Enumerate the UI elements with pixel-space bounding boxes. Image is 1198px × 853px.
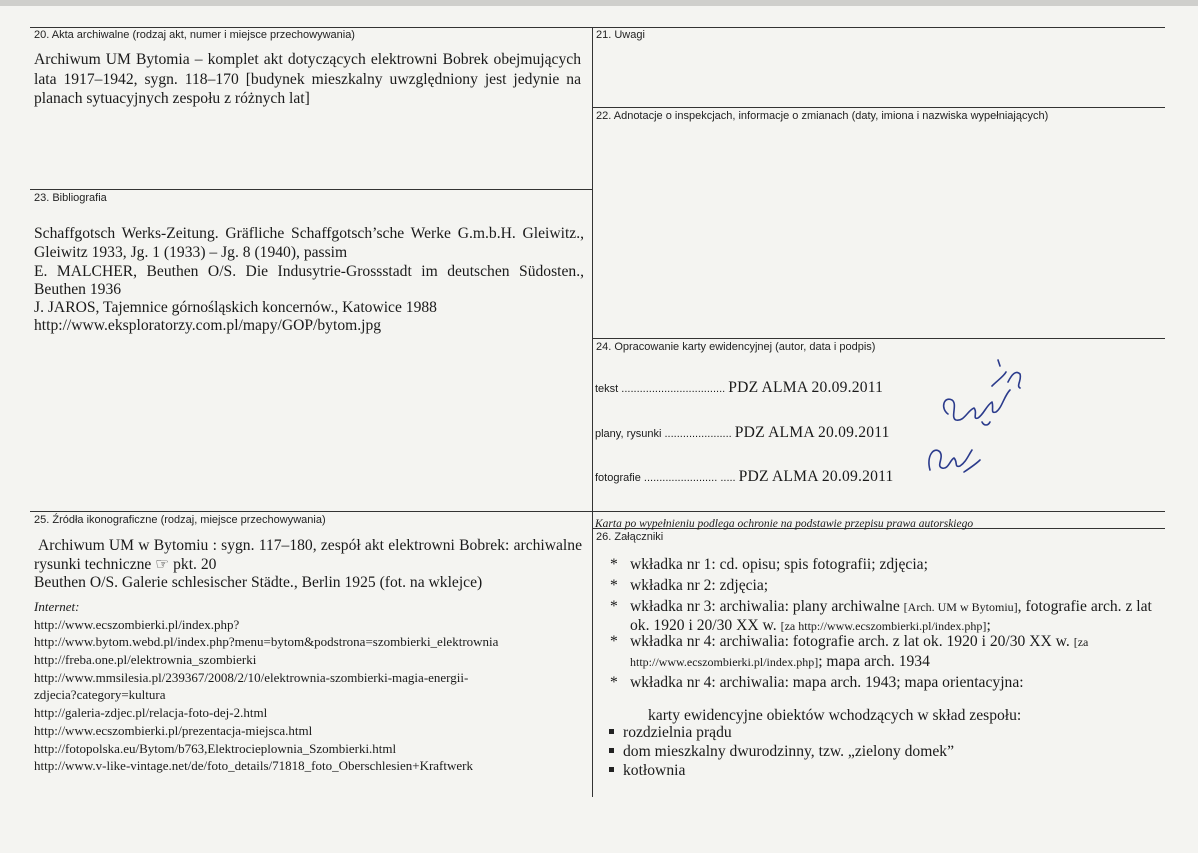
attachment-source: [Arch. UM w Bytomiu] — [903, 600, 1018, 614]
rule-24-top — [592, 338, 1165, 339]
row-dots: ...................... — [661, 428, 735, 440]
attachment-text: ; mapa arch. 1934 — [818, 653, 930, 670]
bullet-icon — [609, 748, 614, 753]
author-row-plans — [595, 424, 890, 442]
rule-center — [592, 27, 593, 797]
bullet-icon — [609, 767, 614, 772]
attachment-1: * wkładka nr 1: cd. opisu; spis fotografii; zdjęcia; — [610, 556, 928, 573]
bibliography-line-3: E. MALCHER, Beuthen O/S. Die Indusytrie-Grossstadt im deutschen Südosten., — [34, 263, 584, 280]
row-value: PDZ ALMA 20.09.2011 — [728, 379, 884, 396]
section-23-label: 23. Bibliografia — [34, 192, 107, 204]
link-4-continued: zdjecia?category=kultura — [34, 687, 166, 702]
section-20-line-1: Archiwum UM Bytomia – komplet akt dotyczących elektrowni Bobrek obejmujących — [34, 51, 581, 68]
attachment-4-continued — [630, 652, 1190, 672]
row-dots: ........................ ..... — [640, 472, 739, 484]
bibliography-line-4: Beuthen 1936 — [34, 281, 122, 298]
attachment-text: ok. 1920 i 20/30 XX w. — [630, 617, 781, 634]
link-5: http://galeria-zdjec.pl/relacja-foto-dej-2.html — [34, 705, 268, 720]
object-item — [609, 762, 685, 780]
attachment-source: [za — [1073, 635, 1089, 649]
internet-label: Internet: — [34, 599, 80, 614]
attachment-text: wkładka nr 2: zdjęcia; — [630, 577, 769, 594]
section-20-line-3: planach sytuacyjnych zespołu z różnych lat] — [34, 90, 310, 107]
row-key: tekst — [595, 383, 619, 395]
attachment-text: , fotografie arch. z lat — [1017, 598, 1152, 615]
rule-top — [30, 27, 1165, 28]
rule-25-top — [30, 511, 1165, 512]
attachment-5: * wkładka nr 4: archiwalia: mapa arch. 1943; mapa orientacyjna: — [610, 674, 1024, 691]
iconography-line-3: Beuthen O/S. Galerie schlesischer Städte., Berlin 1925 (fot. na wklejce) — [34, 574, 483, 591]
object-label: kotłownia — [623, 762, 686, 779]
bibliography-line-6: http://www.eksploratorzy.com.pl/mapy/GOP/bytom.jpg — [34, 317, 382, 334]
handwritten-signature — [920, 352, 1040, 492]
row-value: PDZ ALMA 20.09.2011 — [734, 424, 890, 441]
copyright-note: Karta po wypełnieniu podlega ochronie na podstawie przepisu prawa autorskiego — [595, 518, 974, 530]
bibliography-line-5: J. JAROS, Tajemnice górnośląskich koncernów., Katowice 1988 — [34, 299, 437, 316]
attachment-text: wkładka nr 4: archiwalia: fotografie arch. z lat ok. 1920 i 20/30 XX w. — [630, 633, 1074, 650]
object-item — [609, 724, 732, 742]
author-row-photos — [595, 468, 894, 486]
object-label: rozdzielnia prądu — [623, 724, 732, 741]
iconography-line-1: Archiwum UM w Bytomiu : sygn. 117–180, zespół akt elektrowni Bobrek: archiwalne — [38, 537, 582, 554]
bibliography-line-2: Gleiwitz 1933, Jg. 1 (1933) – Jg. 8 (1940), passim — [34, 244, 348, 261]
link-1: http://www.ecszombierki.pl/index.php? — [34, 617, 240, 632]
attachment-text: ; — [986, 617, 991, 634]
attachment-text: wkładka nr 3: archiwalia: plany archiwalne — [630, 598, 904, 615]
row-value: PDZ ALMA 20.09.2011 — [738, 468, 894, 485]
section-21-label: 21. Uwagi — [596, 29, 645, 41]
section-24-label: 24. Opracowanie karty ewidencyjnej (autor, data i podpis) — [596, 341, 876, 353]
section-20-label: 20. Akta archiwalne (rodzaj akt, numer i miejsce przechowywania) — [34, 29, 355, 41]
scan-top-edge — [0, 0, 1198, 6]
attachment-3: * wkładka nr 3: archiwalia: plany archiwalne [Arch. UM w Bytomiu], fotografie arch. z lat — [610, 598, 1152, 615]
link-4: http://www.mmsilesia.pl/239367/2008/2/10/elektrownia-szombierki-magia-energii- — [34, 670, 469, 685]
link-2: http://www.bytom.webd.pl/index.php?menu=bytom&podstrona=szombierki_elektrownia — [34, 634, 499, 649]
attachment-text: wkładka nr 1: cd. opisu; spis fotografii; zdjęcia; — [630, 556, 928, 573]
bullet-icon — [609, 729, 614, 734]
row-key: fotografie — [595, 472, 641, 484]
section-22-label: 22. Adnotacje o inspekcjach, informacje o zmianach (daty, imiona i nazwiska wypełniających) — [596, 110, 1049, 122]
section-26-label: 26. Załączniki — [596, 531, 664, 543]
section-20-line-2: lata 1917–1942, sygn. 118–170 [budynek mieszkalny uwzględniony jest jedynie na — [34, 71, 581, 88]
row-dots: .................................. — [618, 383, 729, 395]
section-25-label: 25. Źródła ikonograficzne (rodzaj, miejsce przechowywania) — [34, 514, 326, 526]
link-6: http://www.ecszombierki.pl/prezentacja-miejsca.html — [34, 723, 313, 738]
objects-heading: karty ewidencyjne obiektów wchodzących w skład zespołu: — [648, 707, 1022, 724]
attachment-source: [za http://www.ecszombierki.pl/index.php] — [780, 619, 987, 633]
bibliography-line-1: Schaffgotsch Werks-Zeitung. Gräfliche Schaffgotsch’sche Werke G.m.b.H. Gleiwitz., — [34, 225, 584, 242]
author-row-text — [595, 379, 883, 397]
object-item — [609, 743, 954, 761]
rule-23-top — [30, 189, 592, 190]
attachment-text: wkładka nr 4: archiwalia: mapa arch. 1943; mapa orientacyjna: — [630, 674, 1024, 691]
attachment-4: * wkładka nr 4: archiwalia: fotografie arch. z lat ok. 1920 i 20/30 XX w. [za — [610, 633, 1089, 650]
link-3: http://freba.one.pl/elektrownia_szombierki — [34, 652, 257, 667]
iconography-line-2: rysunki techniczne ☞ pkt. 20 — [34, 556, 217, 573]
link-8: http://www.v-like-vintage.net/de/foto_details/71818_foto_Oberschlesien+Kraftwerk — [34, 758, 473, 773]
link-7: http://fotopolska.eu/Bytom/b763,Elektrocieplownia_Szombierki.html — [34, 741, 397, 756]
object-label: dom mieszkalny dwurodzinny, tzw. „zielony domek” — [623, 743, 954, 760]
rule-22-top — [592, 107, 1165, 108]
attachment-2: * wkładka nr 2: zdjęcia; — [610, 577, 769, 594]
attachment-source: http://www.ecszombierki.pl/index.php] — [630, 655, 819, 669]
row-key: plany, rysunki — [595, 428, 662, 440]
